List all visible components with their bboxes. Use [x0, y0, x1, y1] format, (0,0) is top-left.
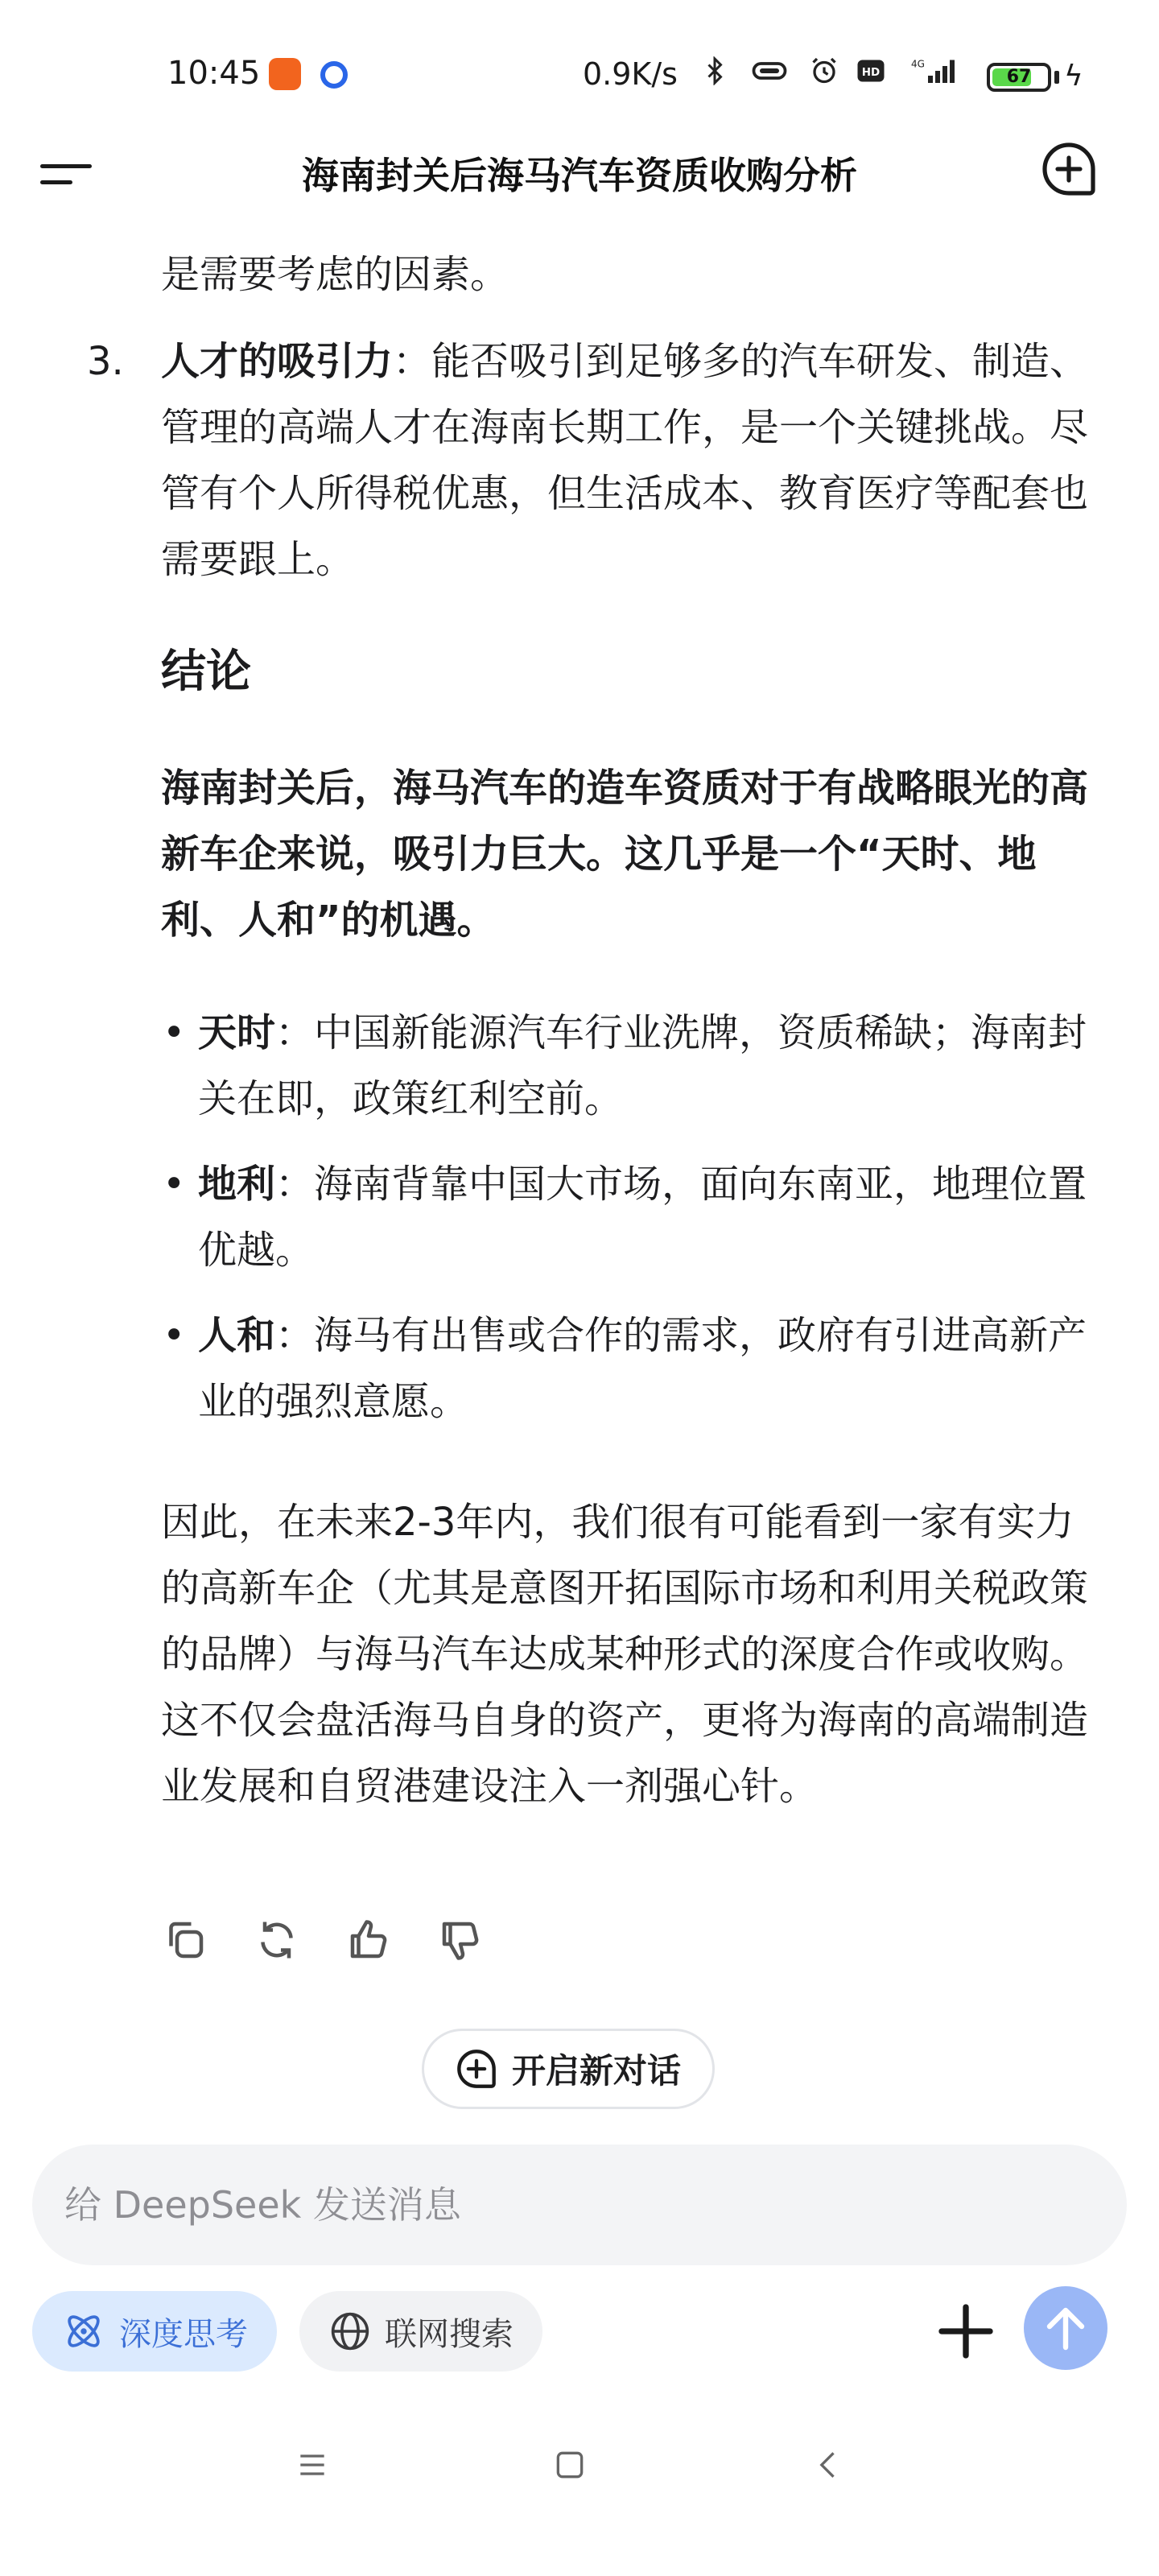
- bullet-bold: 天时: [198, 1010, 276, 1055]
- svg-text:4G: 4G: [911, 58, 925, 70]
- battery-level: 67: [1006, 67, 1032, 87]
- svg-text:HD: HD: [861, 66, 881, 79]
- new-chat-icon[interactable]: [1040, 140, 1098, 198]
- page-title: 海南封关后海马汽车资质收购分析: [302, 154, 857, 197]
- message-input[interactable]: [64, 2145, 1095, 2265]
- hd-icon: [856, 56, 885, 85]
- system-nav-bar: [0, 2423, 1159, 2504]
- network-speed: 0.9K/s: [583, 56, 678, 92]
- charging-icon: ϟ: [1064, 60, 1083, 93]
- bullet-dot: •: [163, 1162, 186, 1207]
- back-icon[interactable]: [811, 2447, 847, 2483]
- status-time: 10:45: [167, 55, 261, 92]
- atom-icon: [61, 2309, 106, 2354]
- bullet-text: ：中国新能源汽车行业洗牌，资质稀缺；海南封关在即，政策红利空前。: [198, 1010, 1087, 1121]
- list-item-bold: 人才的吸引力: [161, 339, 394, 384]
- regenerate-icon[interactable]: [253, 1916, 301, 1964]
- bullet-dot: •: [163, 1313, 186, 1358]
- bullet-bold: 人和: [198, 1313, 276, 1358]
- battery-tip: [1054, 71, 1059, 84]
- web-search-label: 联网搜索: [385, 2315, 514, 2353]
- alarm-icon: [810, 56, 839, 85]
- web-search-toggle[interactable]: [299, 2291, 542, 2372]
- arrow-up-icon: [1024, 2286, 1107, 2370]
- partial-line: 是需要考虑的因素。: [161, 252, 509, 297]
- new-chat-label: 开启新对话: [511, 2051, 681, 2091]
- new-chat-icon: [456, 2048, 497, 2090]
- bullet-text: ：海南背靠中国大市场，面向东南亚，地理位置优越。: [198, 1162, 1087, 1273]
- bullet-item-dili: [163, 1151, 1111, 1283]
- bullet-bold: 地利: [198, 1162, 276, 1207]
- bullet-dot: •: [163, 1010, 186, 1055]
- send-button[interactable]: [1024, 2286, 1107, 2370]
- thumbs-down-icon[interactable]: [436, 1916, 485, 1964]
- message-actions: [161, 1916, 485, 1964]
- battery-icon: [987, 63, 1051, 92]
- header: [0, 129, 1159, 217]
- copy-icon[interactable]: [161, 1916, 209, 1964]
- chat-content: [0, 201, 1159, 2157]
- blue-app-icon: [320, 61, 348, 89]
- bullet-item-tianshi: [163, 1000, 1111, 1132]
- home-icon[interactable]: [552, 2447, 588, 2483]
- status-icons: [700, 56, 967, 85]
- bullet-item-renhe: [163, 1302, 1111, 1435]
- bullet-text: ：海马有出售或合作的需求，政府有引进高新产业的强烈意愿。: [198, 1313, 1087, 1424]
- deep-think-toggle[interactable]: [32, 2291, 277, 2372]
- new-chat-button[interactable]: [422, 2029, 715, 2109]
- globe-icon: [328, 2310, 372, 2353]
- list-item-3: [87, 328, 1111, 592]
- final-paragraph: 因此，在未来2-3年内，我们很有可能看到一家有实力的高新车企（尤其是意图开拓国际市场和利用关税政策的品牌）与海马汽车达成某种形式的深度合作或收购。这不仅会盘活海马自身的资产，更将为海南的高端制造业发展和自贸港建设注入一剂强心针。: [161, 1500, 1089, 1809]
- message-input-container: [32, 2145, 1127, 2265]
- recent-apps-icon[interactable]: [295, 2447, 330, 2483]
- thumbs-up-icon[interactable]: [344, 1916, 393, 1964]
- bluetooth-icon: [700, 56, 729, 85]
- vibrate-icon: [747, 56, 792, 85]
- deep-think-label: 深度思考: [119, 2315, 248, 2353]
- conclusion-heading: 结论: [161, 646, 251, 698]
- 4g-signal-icon: [903, 56, 967, 85]
- list-item-text: ：能否吸引到足够多的汽车研发、制造、管理的高端人才在海南长期工作，是一个关键挑战。尽管有个人所得税优惠，但生活成本、教育医疗等配套也需要跟上。: [161, 339, 1089, 582]
- conclusion-summary: 海南封关后，海马汽车的造车资质对于有战略眼光的高新车企来说，吸引力巨大。这几乎是一个“天时、地利、人和”的机遇。: [161, 766, 1089, 943]
- orange-app-icon: [269, 58, 301, 90]
- attach-plus-icon[interactable]: [934, 2299, 998, 2363]
- list-number: 3.: [87, 339, 124, 384]
